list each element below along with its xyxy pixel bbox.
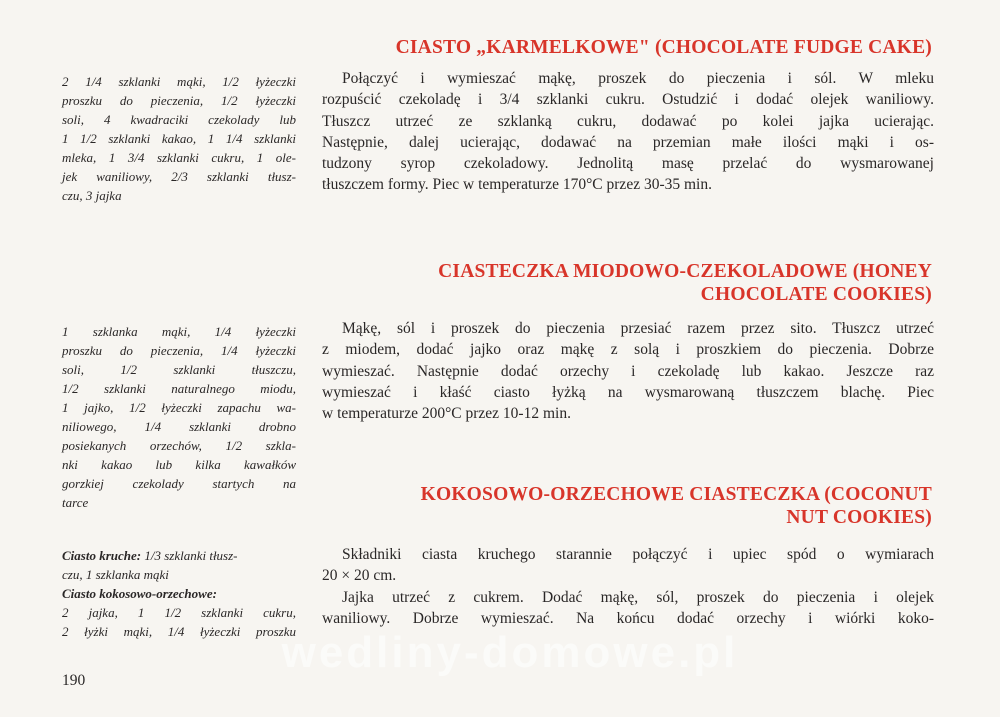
ingredient-line: jek waniliowy, 2/3 szklanki tłusz-	[62, 169, 296, 184]
ingredient-text: 1/3 szklanki tłusz-	[141, 548, 238, 563]
title-line: KOKOSOWO-ORZECHOWE CIASTECZKA (COCONUT	[420, 484, 932, 505]
instruction-line: z miodem, dodać jajko oraz mąkę z solą i proszkiem do pieczenia. Dobrze	[322, 341, 934, 359]
instruction-line: w temperaturze 200°C przez 10-12 min.	[322, 405, 571, 423]
ingredient-line: 2 jajka, 1 1/2 szklanki cukru,	[62, 605, 296, 620]
instruction-line: rozpuścić czekoladę i 3/4 szklanki cukru. Ostudzić i dodać olejek waniliowy.	[322, 91, 934, 109]
instruction-line: wymieszać. Następnie dodać orzechy i czekoladę lub kakao. Jeszcze raz	[322, 362, 934, 380]
page-number: 190	[62, 672, 86, 689]
ingredient-line: posiekanych orzechów, 1/2 szkla-	[62, 438, 296, 453]
ingredient-line: 1/2 szklanki naturalnego miodu,	[62, 381, 296, 396]
ingredient-line: 1 1/2 szklanki kakao, 1 1/4 szklanki	[62, 131, 296, 146]
ingredients-honey-chocolate-cookies	[62, 322, 296, 512]
title-line: CHOCOLATE COOKIES)	[700, 284, 932, 305]
ingredient-line: proszku do pieczenia, 1/4 łyżeczki	[62, 343, 296, 358]
ingredient-line: nki kakao lub kilka kawałków	[62, 457, 296, 472]
recipe-title-coconut-nut-cookies	[318, 483, 932, 529]
instruction-line: tudzony syrop czekoladowy. Jednolitą masę przelać do wysmarowanej	[322, 155, 934, 173]
instruction-line: 20 × 20 cm.	[322, 567, 397, 585]
ingredient-line: tarce	[62, 495, 89, 510]
instruction-line: Tłuszcz utrzeć ze szklanką cukru, dodawać po kolei jajka ucierając.	[322, 112, 934, 130]
instruction-line: Następnie, dalej ucierając, dodawać na przemian małe ilości mąki i os-	[322, 133, 934, 151]
ingredient-line: czu, 3 jajka	[62, 188, 122, 203]
instruction-line: wymieszać i kłaść ciasto łyżką na wysmarowaną tłuszczem blachę. Piec	[322, 383, 934, 401]
instruction-line: Połączyć i wymieszać mąkę, proszek do pieczenia i sól. W mleku	[342, 70, 934, 87]
title-line: NUT COOKIES)	[786, 507, 932, 528]
instruction-line: waniliowy. Dobrze wymieszać. Na końcu dodać orzechy i wiórki koko-	[322, 609, 934, 627]
ingredient-line	[62, 546, 296, 565]
ingredient-line	[62, 584, 296, 603]
ingredient-line: niliowego, 1/4 szklanki drobno	[62, 419, 296, 434]
ingredient-line: soli, 1/2 szklanki tłuszczu,	[62, 362, 296, 377]
ingredient-line: soli, 4 kwadraciki czekolady lub	[62, 112, 296, 127]
instruction-line: Jajka utrzeć z cukrem. Dodać mąkę, sól, proszek do pieczenia i olejek	[342, 588, 934, 606]
ingredients-chocolate-fudge-cake	[62, 72, 296, 205]
ingredient-group-label: Ciasto kokosowo-orzechowe:	[62, 586, 217, 601]
ingredient-line: 2 1/4 szklanki mąki, 1/2 łyżeczki	[62, 74, 296, 89]
recipe-title-chocolate-fudge-cake	[318, 36, 932, 59]
instruction-line: Mąkę, sól i proszek do pieczenia przesiać razem przez sito. Tłuszcz utrzeć	[342, 320, 934, 337]
ingredient-group-label: Ciasto kruche:	[62, 548, 142, 563]
title-line: CIASTO „KARMELKOWE" (CHOCOLATE FUDGE CAKE)	[395, 37, 932, 58]
ingredient-line: 1 jajko, 1/2 łyżeczki zapachu wa-	[62, 400, 296, 415]
ingredient-line: proszku do pieczenia, 1/2 łyżeczki	[62, 93, 296, 108]
recipe-title-honey-chocolate-cookies	[318, 260, 932, 306]
ingredient-line: mleka, 1 3/4 szklanki cukru, 1 ole-	[62, 150, 296, 165]
instruction-line: tłuszczem formy. Piec w temperaturze 170°C przez 30-35 min.	[322, 176, 712, 194]
title-line: CIASTECZKA MIODOWO-CZEKOLADOWE (HONEY	[438, 261, 932, 282]
watermark: wedliny-domowe.pl	[281, 628, 739, 677]
instructions-chocolate-fudge-cake	[322, 68, 934, 196]
ingredient-line: 2 łyżki mąki, 1/4 łyżeczki proszku	[62, 624, 296, 639]
instruction-line: Składniki ciasta kruchego starannie połączyć i upiec spód o wymiarach	[342, 546, 934, 563]
ingredients-coconut-nut-cookies	[62, 546, 296, 641]
ingredient-line: czu, 1 szklanka mąki	[62, 567, 169, 582]
ingredient-line: gorzkiej czekolady startych na	[62, 476, 296, 491]
instructions-coconut-nut-cookies	[322, 544, 934, 629]
ingredient-line: 1 szklanka mąki, 1/4 łyżeczki	[62, 324, 296, 339]
instructions-honey-chocolate-cookies	[322, 318, 934, 424]
